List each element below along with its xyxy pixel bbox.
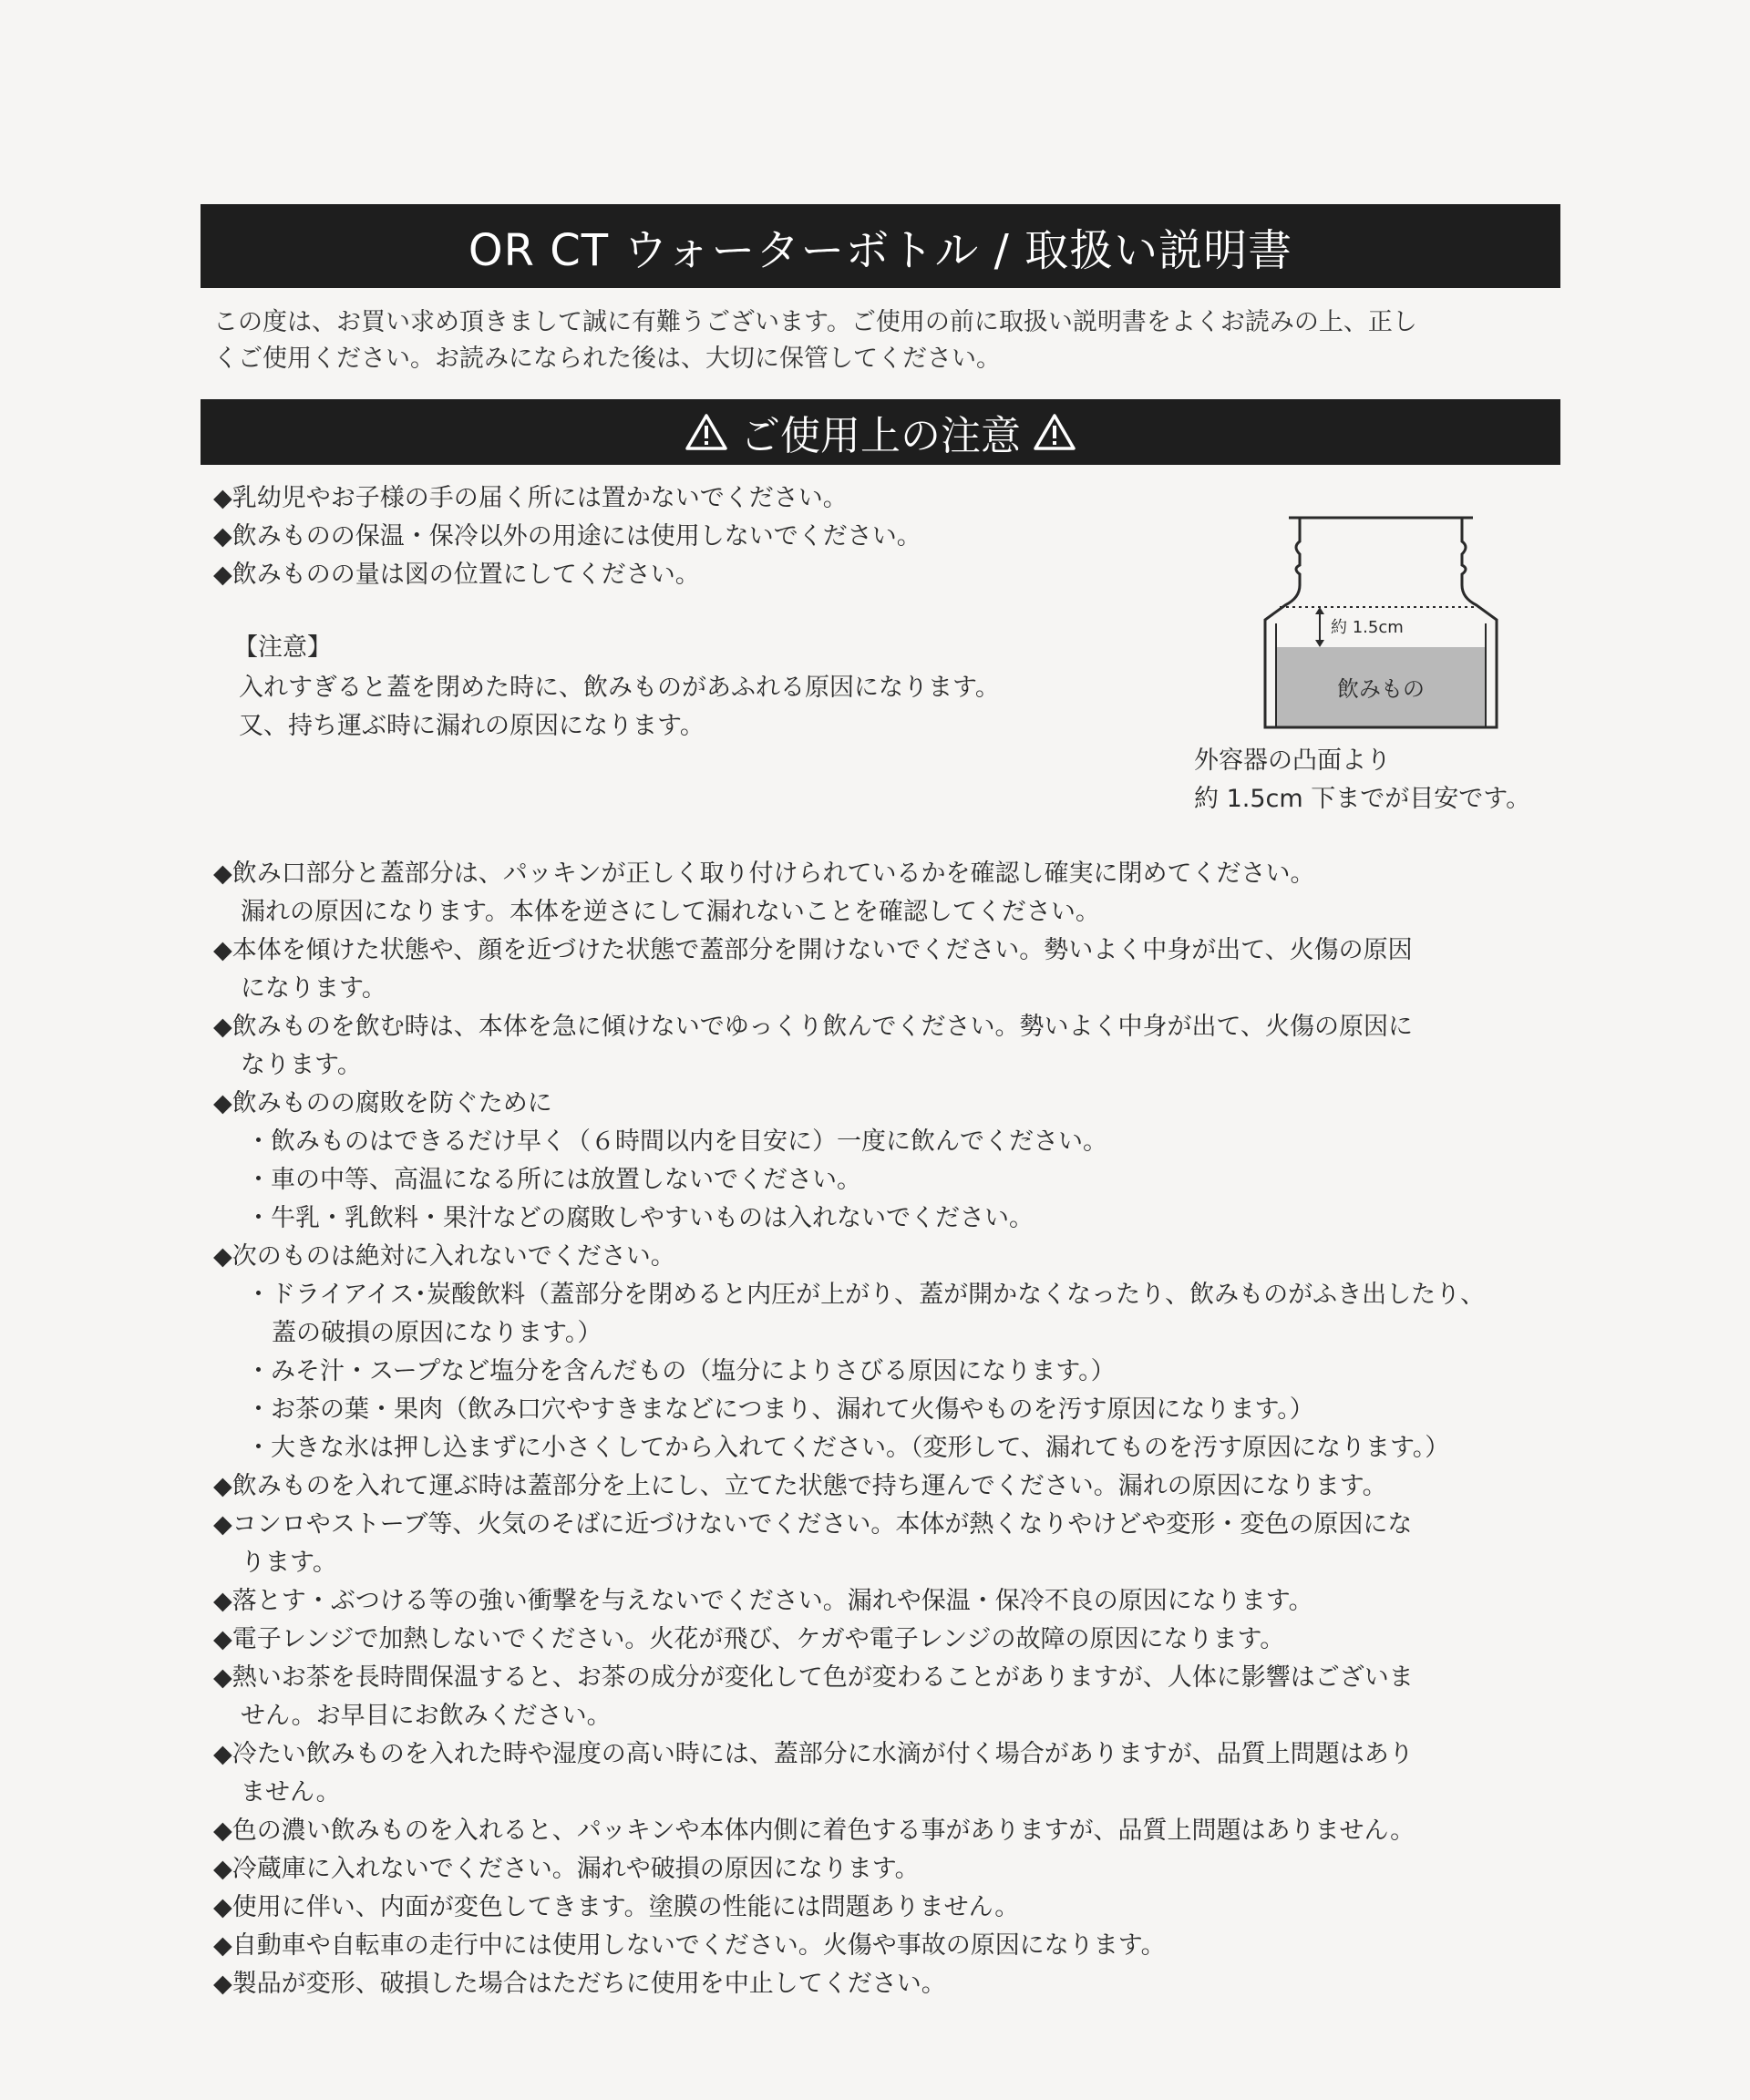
intro-text	[213, 304, 1562, 377]
item-line: ◆冷たい飲みものを入れた時や湿度の高い時には、蓋部分に水滴が付く場合がありますが、品質上問題はあり	[213, 1740, 1414, 1768]
figure-caption	[1194, 742, 1577, 818]
item-line: ◆飲みものの腐敗を防ぐために	[213, 1089, 552, 1117]
list-item	[213, 1467, 1562, 1506]
item-line: ◆電子レンジで加熱しないでください。火花が飛び、ケガや電子レンジの故障の原因になります。	[213, 1625, 1285, 1653]
sub-list-item	[213, 1199, 1562, 1238]
section-title: ご使用上の注意	[740, 413, 1021, 459]
item-line: ◆製品が変形、破損した場合はただちに使用を中止してください。	[213, 1970, 946, 1998]
item-line: ・お茶の葉・果肉（飲み口穴やすきまなどにつまり、漏れて火傷やものを汚す原因になります。）	[246, 1395, 1314, 1424]
item-line: ・ドライアイス･炭酸飲料（蓋部分を閉めると内圧が上がり、蓋が開かなくなったり、飲みものがふき出したり、	[246, 1281, 1486, 1309]
item-continuation: せん。お早目にお飲みください。	[241, 1702, 612, 1730]
list-item	[213, 1582, 1562, 1621]
list-item	[213, 1085, 1562, 1123]
note-line: 入れすぎると蓋を閉めた時に、飲みものがあふれる原因になります。	[239, 674, 1000, 702]
item-line: ◆飲みものを飲む時は、本体を急に傾けないでゆっくり飲んでください。勢いよく中身が出て、火傷の原因に	[213, 1013, 1413, 1041]
item-line: ◆飲みものを入れて運ぶ時は蓋部分を上にし、立てた状態で持ち運んでください。漏れの原因になります。	[213, 1472, 1387, 1500]
measure-label: 約 1.5cm	[1331, 618, 1404, 637]
arrow-head	[1315, 607, 1324, 614]
note-block	[233, 629, 1145, 746]
sub-list-item	[213, 1353, 1562, 1391]
warning-triangle-icon	[1034, 413, 1076, 451]
section-header	[201, 399, 1560, 465]
caption-line: 約 1.5cm 下までが目安です。	[1194, 785, 1531, 813]
list-item	[213, 1965, 1562, 2003]
list-item	[213, 1850, 1562, 1889]
list-item: ◆飲みものの量は図の位置にしてください。	[213, 561, 700, 589]
title-bar	[201, 204, 1560, 288]
sub-list-item	[213, 1161, 1562, 1199]
liquid-label: 飲みもの	[1337, 676, 1425, 702]
item-continuation: ません。	[241, 1778, 341, 1807]
item-line: ◆使用に伴い、内面が変色してきます。塗膜の性能には問題ありません。	[213, 1893, 1020, 1921]
item-line: ◆コンロやストーブ等、火気のそばに近づけないでください。本体が熱くなりやけどや変形・変色の原因にな	[213, 1510, 1413, 1539]
intro-line: くご使用ください。お読みになられた後は、大切に保管してください。	[213, 345, 1001, 373]
item-continuation: ります。	[241, 1549, 337, 1577]
item-line: ・牛乳・乳飲料・果汁などの腐敗しやすいものは入れないでください。	[246, 1204, 1034, 1232]
item-line: ◆落とす・ぶつける等の強い衝撃を与えないでください。漏れや保温・保冷不良の原因になります。	[213, 1587, 1313, 1615]
warning-triangle-icon	[685, 413, 727, 451]
note-heading: 【注意】	[233, 633, 332, 662]
item-line: ◆熱いお茶を長時間保温すると、お茶の成分が変化して色が変わることがありますが、人体に影響はございま	[213, 1663, 1414, 1692]
item-line: ◆色の濃い飲みものを入れると、パッキンや本体内側に着色する事がありますが、品質上問題はありません。	[213, 1817, 1415, 1845]
sub-list-item	[213, 1123, 1562, 1161]
item-continuation: 漏れの原因になります。本体を逆さにして漏れないことを確認してください。	[241, 898, 1100, 926]
list-item	[213, 1238, 1562, 1276]
list-item	[213, 1927, 1562, 1965]
note-line: 又、持ち運ぶ時に漏れの原因になります。	[239, 712, 705, 740]
item-line: ◆次のものは絶対に入れないでください。	[213, 1242, 675, 1271]
item-line: ◆本体を傾けた状態や、顔を近づけた状態で蓋部分を開けないでください。勢いよく中身が出て、火傷の原因	[213, 936, 1413, 964]
list-item	[213, 1659, 1562, 1735]
arrow-head	[1315, 640, 1324, 647]
list-item	[213, 1735, 1562, 1812]
intro-line: この度は、お買い求め頂きまして誠に有難うございます。ご使用の前に取扱い説明書をよくお読みの上、正し	[213, 308, 1417, 336]
item-line: ・車の中等、高温になる所には放置しないでください。	[246, 1166, 861, 1194]
list-item	[213, 1812, 1562, 1850]
item-continuation: なります。	[241, 1051, 362, 1079]
bottle-fill-diagram	[1249, 510, 1513, 738]
item-line: ・大きな氷は押し込まずに小さくしてから入れてください。（変形して、漏れてものを汚す原因になります。）	[246, 1434, 1450, 1462]
item-line: ◆冷蔵庫に入れないでください。漏れや破損の原因になります。	[213, 1855, 920, 1883]
item-line: ◆自動車や自転車の走行中には使用しないでください。火傷や事故の原因になります。	[213, 1931, 1166, 1960]
item-continuation: 蓋の破損の原因になります。）	[272, 1319, 602, 1347]
sub-list-item	[213, 1429, 1562, 1467]
item-line: ◆飲み口部分と蓋部分は、パッキンが正しく取り付けられているかを確認し確実に閉めてください。	[213, 860, 1315, 888]
caption-line: 外容器の凸面より	[1194, 746, 1391, 775]
list-item	[213, 932, 1562, 1008]
list-item	[213, 1008, 1562, 1085]
page-title: OR CT ウォーターボトル / 取扱い説明書	[468, 224, 1293, 276]
list-item	[213, 855, 1562, 932]
list-item	[213, 1889, 1562, 1927]
list-item	[213, 1621, 1562, 1659]
item-line: ・みそ汁・スープなど塩分を含んだもの（塩分によりさびる原因になります。）	[246, 1357, 1116, 1385]
item-line: ・飲みものはできるだけ早く（６時間以内を目安に）一度に飲んでください。	[246, 1127, 1107, 1156]
sub-list-item	[213, 1391, 1562, 1429]
list-item: ◆飲みものの保温・保冷以外の用途には使用しないでください。	[213, 522, 921, 551]
top-caution-list	[213, 479, 1216, 594]
list-item: ◆乳幼児やお子様の手の届く所には置かないでください。	[213, 484, 848, 512]
list-item	[213, 1506, 1562, 1582]
item-continuation: になります。	[241, 974, 386, 1003]
main-caution-list	[213, 855, 1562, 2003]
sub-list-item	[213, 1276, 1562, 1353]
